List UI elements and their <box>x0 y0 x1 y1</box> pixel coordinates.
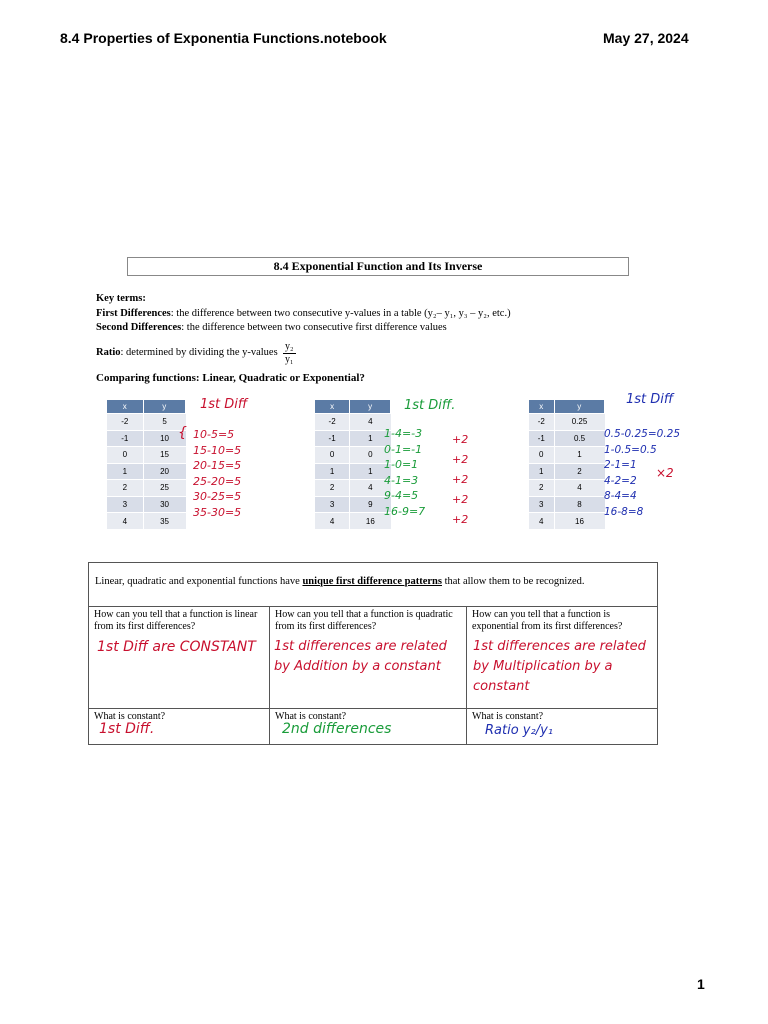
table-row <box>529 513 605 530</box>
table-row <box>107 496 186 513</box>
fraction-numerator: y₂ <box>285 341 294 352</box>
cell: 3 <box>315 496 350 513</box>
handwritten-line: 10-5=5 <box>193 428 235 441</box>
cell: 2 <box>315 480 350 497</box>
ratio-fraction <box>283 341 296 366</box>
handwritten-multiplier: ×2 <box>656 466 674 480</box>
handwritten-line: +2 <box>452 493 469 506</box>
handwritten-line: 4-1=3 <box>384 473 419 487</box>
fraction-denominator: y₁ <box>285 354 294 365</box>
table-row <box>529 447 605 464</box>
table-row <box>107 513 186 530</box>
cell: -2 <box>107 414 144 431</box>
question-text: How can you tell that a function is exponential from its first differences? <box>472 609 623 632</box>
cell: 4 <box>529 513 555 530</box>
document-title: 8.4 Properties of Exponentia Functions.notebook <box>60 30 387 46</box>
second-differences-definition <box>96 322 447 333</box>
col-y-header: y <box>143 400 185 414</box>
table-row <box>315 430 391 447</box>
cell: 15 <box>143 447 185 464</box>
worksheet-title: 8.4 Exponential Function and Its Inverse <box>127 257 629 276</box>
handwritten-header: 1st Diff. <box>404 398 456 413</box>
cell: 3 <box>107 496 144 513</box>
linear-column <box>89 607 270 744</box>
definition-text: : determined by dividing the y-values <box>120 347 278 358</box>
table-row <box>107 480 186 497</box>
handwritten-differences <box>193 427 241 520</box>
ratio-definition <box>96 347 278 358</box>
table-row <box>529 414 605 431</box>
document-date: May 27, 2024 <box>603 30 689 46</box>
handwritten-line: 20-15=5 <box>193 459 242 472</box>
table-row <box>529 463 605 480</box>
col-x-header: x <box>107 400 144 414</box>
table-row <box>107 430 186 447</box>
comparison-table <box>88 562 658 745</box>
const-question: What is constant? <box>472 711 544 722</box>
handwritten-line: 15-10=5 <box>193 443 242 457</box>
term-ratio: Ratio <box>96 347 121 358</box>
table-row <box>529 480 605 497</box>
cell: 8 <box>554 496 605 513</box>
cell: 0 <box>529 447 555 464</box>
cell: 2 <box>529 480 555 497</box>
cell: 5 <box>143 414 185 431</box>
handwritten-const-answer: 2nd differences <box>282 721 392 737</box>
table-row <box>529 496 605 513</box>
cell: 0.5 <box>554 430 605 447</box>
handwritten-line: 8-4=4 <box>604 490 637 502</box>
cell: 25 <box>143 480 185 497</box>
col-y-header: y <box>554 400 605 414</box>
cell: 1 <box>529 463 555 480</box>
row-divider <box>467 708 657 709</box>
table-row <box>315 480 391 497</box>
handwritten-differences <box>384 426 425 519</box>
cell: 4 <box>315 513 350 530</box>
col-y-header: y <box>350 400 391 414</box>
cell: 16 <box>554 513 605 530</box>
table-row <box>315 463 391 480</box>
cell: -2 <box>315 414 350 431</box>
col-x-header: x <box>315 400 350 414</box>
quadratic-column <box>270 607 467 744</box>
question-text: How can you tell that a function is quadratic from its first differences? <box>275 609 453 632</box>
table-row <box>529 430 605 447</box>
exponential-table <box>528 399 605 529</box>
table-row <box>107 414 186 431</box>
handwritten-line: +2 <box>452 453 469 466</box>
cell: 1 <box>107 463 144 480</box>
handwritten-line: 1-0=1 <box>384 458 419 471</box>
handwritten-line: 16-8=8 <box>604 505 644 518</box>
lead-emphasis: unique first difference patterns <box>302 576 442 587</box>
table-row <box>315 447 391 464</box>
cell: 35 <box>143 513 185 530</box>
const-question: What is constant? <box>275 711 347 722</box>
handwritten-line: 9-4=5 <box>384 489 419 502</box>
handwritten-line: 1-4=-3 <box>384 427 423 440</box>
handwritten-line: +2 <box>452 433 469 446</box>
cell: 16 <box>350 513 391 530</box>
exponential-column <box>467 607 657 744</box>
quadratic-table <box>314 399 391 529</box>
cell: -1 <box>529 430 555 447</box>
cell: 4 <box>350 480 391 497</box>
table-row <box>107 463 186 480</box>
cell: 1 <box>350 430 391 447</box>
cell: 4 <box>554 480 605 497</box>
page-number: 1 <box>697 976 705 992</box>
handwritten-line: 1-0.5=0.5 <box>604 443 657 456</box>
handwritten-const-answer: Ratio y₂/y₁ <box>485 723 553 738</box>
definition-text: : the difference between two consecutive first difference values <box>181 322 447 333</box>
handwritten-line: +2 <box>452 473 469 486</box>
lead-text: that allow them to be recognized. <box>441 576 585 587</box>
cell: -1 <box>315 430 350 447</box>
cell: 0.25 <box>554 414 605 431</box>
term-first-differences: First Differences <box>96 308 171 319</box>
handwritten-answer: 1st differences are related by Multiplication by a constant <box>473 639 646 694</box>
handwritten-line: 0-1=-1 <box>384 442 423 456</box>
cell: 3 <box>529 496 555 513</box>
handwritten-const-answer: 1st Diff. <box>99 721 155 737</box>
first-differences-definition <box>96 308 511 319</box>
handwritten-line: 4-2=2 <box>604 474 637 487</box>
table-row <box>315 496 391 513</box>
row-divider <box>270 708 466 709</box>
col-x-header: x <box>529 400 555 414</box>
cell: 4 <box>350 414 391 431</box>
cell: 30 <box>143 496 185 513</box>
table-row <box>315 414 391 431</box>
handwritten-answer: 1st Diff are CONSTANT <box>97 639 256 655</box>
linear-table <box>106 399 186 529</box>
cell: 1 <box>350 463 391 480</box>
cell: -1 <box>107 430 144 447</box>
handwritten-header: 1st Diff <box>200 397 248 412</box>
bracket-mark: { <box>178 425 187 441</box>
handwritten-line: 35-30=5 <box>193 505 242 519</box>
table-row <box>107 447 186 464</box>
handwritten-line: +2 <box>452 513 469 526</box>
cell: 9 <box>350 496 391 513</box>
table-row <box>315 513 391 530</box>
handwritten-line: 25-20=5 <box>193 474 242 488</box>
row-divider <box>89 708 269 709</box>
cell: 4 <box>107 513 144 530</box>
cell: 0 <box>350 447 391 464</box>
handwritten-answer: 1st differences are related by Addition by a constant <box>274 639 447 674</box>
cell: 1 <box>315 463 350 480</box>
cell: 10 <box>143 430 185 447</box>
handwritten-second-differences <box>452 432 468 532</box>
handwritten-header: 1st Diff <box>626 392 674 407</box>
question-text: How can you tell that a function is linear from its first differences? <box>94 609 258 632</box>
handwritten-line: 2-1=1 <box>604 459 637 471</box>
cell: 1 <box>554 447 605 464</box>
handwritten-line: 16-9=7 <box>384 504 426 518</box>
cell: 0 <box>315 447 350 464</box>
cell: 2 <box>554 463 605 480</box>
handwritten-line: 30-25=5 <box>193 490 242 503</box>
definition-text: : the difference between two consecutive y-values in a table (y₂– y₁, y₃ – y₂, etc.) <box>170 308 511 319</box>
const-question: What is constant? <box>94 711 166 722</box>
comparing-heading: Comparing functions: Linear, Quadratic or Exponential? <box>96 372 365 384</box>
term-second-differences: Second Differences <box>96 322 182 333</box>
handwritten-line: 0.5-0.25=0.25 <box>604 428 681 440</box>
key-terms-label: Key terms: <box>96 293 146 304</box>
cell: 2 <box>107 480 144 497</box>
cell: 0 <box>107 447 144 464</box>
cell: 20 <box>143 463 185 480</box>
comparison-lead <box>89 563 657 607</box>
lead-text: Linear, quadratic and exponential functions have <box>95 576 303 587</box>
cell: -2 <box>529 414 555 431</box>
